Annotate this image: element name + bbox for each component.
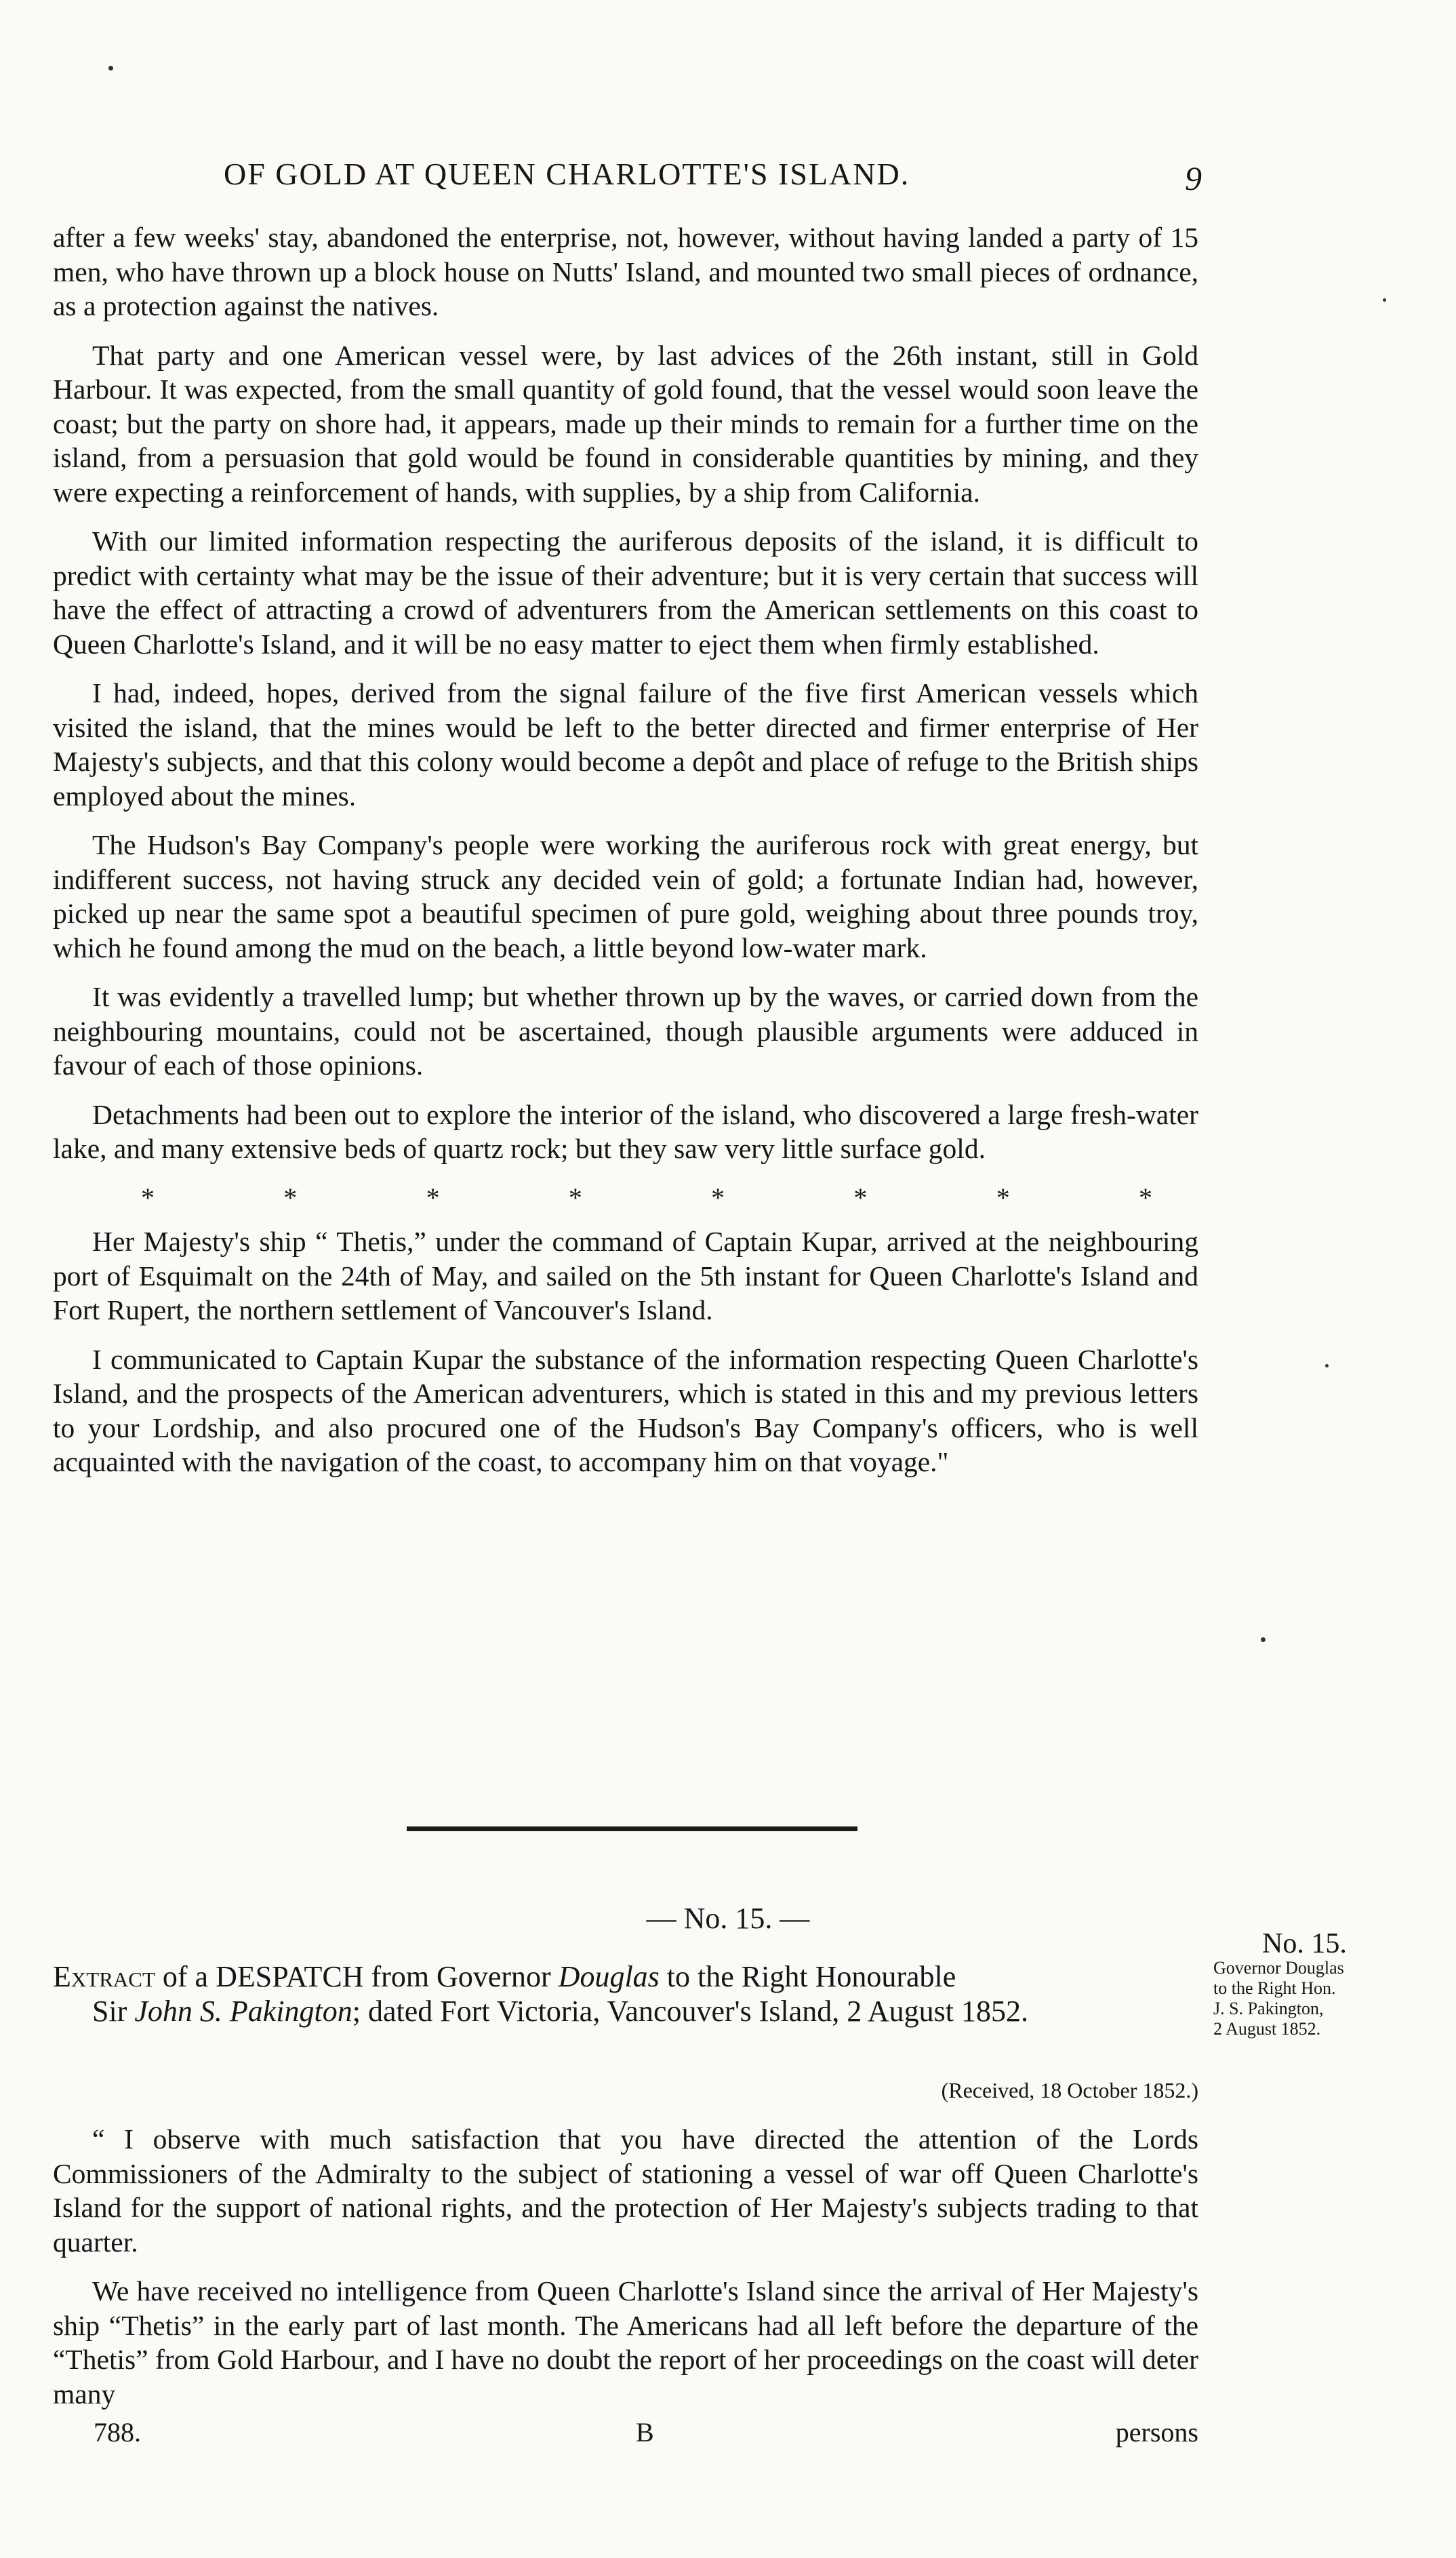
ink-speck	[1325, 1364, 1329, 1367]
paragraph: after a few weeks' stay, abandoned the enterprise, not, however, without having landed a party of 15 men, who have thrown up a block house on Nutts' Island, and mounted two small pieces of ordnance, as a protection against the natives.	[53, 222, 1198, 321]
extract-line1: of a DESPATCH from Governor	[155, 1960, 559, 1993]
asterisk: *	[853, 1182, 868, 1213]
asterisk: *	[711, 1182, 725, 1213]
paragraph: Her Majesty's ship “ Thetis,” under the command of Captain Kupar, arrived at the neighbouring port of Esquimalt on the 24th of May, and sailed on the 5th instant for Queen Charlotte's Island and Fort Rupert, the northern settlement of Vancouver's Island.	[53, 1226, 1198, 1325]
gathering-letter: B	[636, 2417, 654, 2447]
paragraph: The Hudson's Bay Company's people were working the auriferous rock with great energy, but indifferent success, not having struck any decided vein of gold; a fortunate Indian had, however, picked up near the same spot a beautiful specimen of pure gold, weighing about three pounds troy, which he found among the mud on the beach, a little beyond low-water mark.	[53, 829, 1198, 963]
signature-mark: 788.	[94, 2417, 141, 2447]
extract-lead: Extract	[53, 1960, 155, 1993]
extract-line2-rest: ; dated Fort Victoria, Vancouver's Island, 2 August 1852.	[352, 1995, 1028, 2028]
despatch-heading	[53, 1959, 1198, 2029]
extract-line2-pre: Sir	[92, 1995, 135, 2028]
margin-note	[1213, 1928, 1444, 2039]
extract-line1-end: to the Right Honourable	[659, 1960, 956, 1993]
asterisk: *	[283, 1182, 298, 1213]
received-date: (Received, 18 October 1852.)	[941, 2078, 1198, 2102]
paragraph: I communicated to Captain Kupar the substance of the information respecting Queen Charlotte's Island, and the prospects of the American adventurers, which is stated in this and my previous letters to your Lordship, and also procured one of the Hudson's Bay Company's officers, who is well acquainted with the navigation of the coast, to accompany him on that voyage."	[53, 1343, 1198, 1477]
margin-note-line: Governor Douglas	[1213, 1958, 1344, 1978]
extract-line2	[53, 1994, 1198, 2029]
asterisk-ellipsis	[53, 1181, 1198, 1216]
paragraph: It was evidently a travelled lump; but whether thrown up by the waves, or carried down from the neighbouring mountains, could not be ascertained, though plausible arguments were adduced in favour of each of those opinions.	[53, 981, 1198, 1081]
paragraph: “ I observe with much satisfaction that you have directed the attention of the Lords Commissioners of the Admiralty to the subject of stationing a vessel of war off Queen Charlotte's Island for the support of national rights, and the protection of Her Majesty's subjects trading to that quarter.	[53, 2123, 1198, 2258]
margin-note-line: 2 August 1852.	[1213, 2019, 1321, 2039]
section-number: — No. 15. —	[646, 1902, 810, 1935]
recipient-name: John S. Pakington	[134, 1995, 352, 2028]
page-number: 9	[1185, 159, 1203, 197]
ink-speck	[108, 66, 113, 71]
asterisk: *	[1138, 1182, 1152, 1213]
catchword: persons	[1115, 2417, 1198, 2447]
ink-speck	[1261, 1637, 1266, 1642]
asterisk: *	[426, 1182, 440, 1213]
asterisk: *	[141, 1182, 155, 1213]
asterisk: *	[568, 1182, 582, 1213]
main-text	[53, 220, 1198, 1494]
paragraph: With our limited information respecting the auriferous deposits of the island, it is difficult to predict with certainty what may be the issue of their adventure; but it is very certain that success will have the effect of attracting a crowd of adventurers from the American settlements on this coast to Queen Charlotte's Island, and it will be no easy matter to eject them when firmly established.	[53, 525, 1198, 660]
despatch-text	[53, 2122, 1198, 2426]
paragraph: That party and one American vessel were, by last advices of the 26th instant, still in Gold Harbour. It was expected, from the small quantity of gold found, that the vessel would soon leave the coast; but the party on shore had, it appears, made up their minds to remain for a further time on the island, from a persuasion that gold would be found in considerable quantities by mining, and they were expecting a reinforcement of hands, with supplies, by a ship from California.	[53, 339, 1198, 508]
margin-note-title: No. 15.	[1262, 1928, 1347, 1959]
asterisk: *	[996, 1182, 1010, 1213]
section-rule	[407, 1826, 857, 1831]
running-title: OF GOLD AT QUEEN CHARLOTTE'S ISLAND.	[224, 157, 910, 191]
margin-note-line: J. S. Pakington,	[1213, 1999, 1324, 2018]
paragraph: I had, indeed, hopes, derived from the signal failure of the five first American vessels which visited the island, that the mines would be left to the better directed and firmer enterprise of Her Majesty's subjects, and that this colony would become a depôt and place of refuge to the British ships employed about the mines.	[53, 677, 1198, 812]
margin-note-line: to the Right Hon.	[1213, 1978, 1336, 1998]
paragraph: Detachments had been out to explore the interior of the island, who discovered a large fresh-water lake, and many extensive beds of quartz rock; but they saw very little surface gold.	[53, 1098, 1198, 1164]
governor-name: Douglas	[558, 1960, 660, 1993]
ink-speck	[1383, 298, 1386, 302]
paragraph: We have received no intelligence from Queen Charlotte's Island since the arrival of Her Majesty's ship “Thetis” in the early part of last month. The Americans had all left before the departure of the “Thetis” from Gold Harbour, and I have no doubt the report of her proceedings on the coast will deter many	[53, 2275, 1198, 2410]
